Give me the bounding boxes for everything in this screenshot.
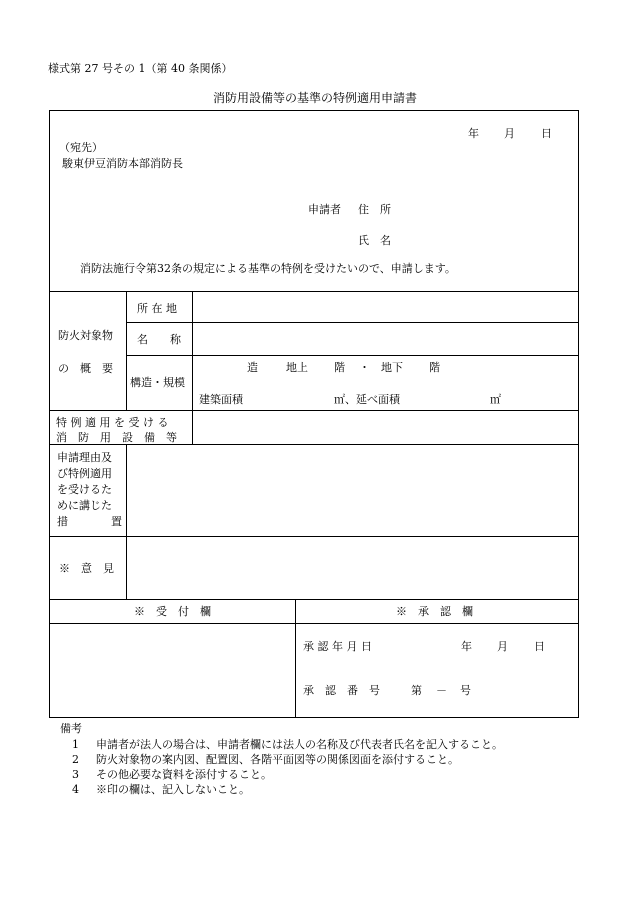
structure-floors-above: 階 xyxy=(334,361,345,374)
approval-header: ※ 承 認 欄 xyxy=(396,605,473,618)
structure-above-ground: 地上 xyxy=(286,361,308,374)
reason-label-4: めに講じた xyxy=(57,499,112,512)
approval-number-go: 号 xyxy=(460,684,471,697)
approval-day: 日 xyxy=(534,640,545,653)
remark-num-2: 2 xyxy=(72,753,79,766)
location-label: 所 在 地 xyxy=(137,302,177,315)
form-title: 消防用設備等の基準の特例適用申請書 xyxy=(212,91,417,105)
reason-label-5b: 置 xyxy=(111,515,122,528)
approval-number-label: 承 認 番 号 xyxy=(303,684,380,697)
remark-num-3: 3 xyxy=(72,768,79,781)
date-month: 月 xyxy=(504,127,515,140)
approval-number-dai: 第 xyxy=(411,684,422,697)
approval-number-dash: － xyxy=(436,684,447,697)
reason-label-5a: 措 xyxy=(57,515,68,528)
fire-object-overview-label: の 概 要 xyxy=(58,362,113,375)
approval-year: 年 xyxy=(461,640,472,653)
structure-below-ground: 地下 xyxy=(381,361,403,374)
applicant-address-label: 住 所 xyxy=(358,203,391,216)
remark-text-4: ※印の欄は、記入しないこと。 xyxy=(96,783,250,796)
remark-text-1: 申請者が法人の場合は、申請者欄には法人の名称及び代表者氏名を記入すること。 xyxy=(96,738,503,751)
reason-label-3: を受けるた xyxy=(57,483,112,496)
special-equipment-label-2: 消 防 用 設 備 等 xyxy=(56,431,177,444)
remark-text-2: 防火対象物の案内図、配置図、各階平面図等の関係図面を添付すること。 xyxy=(96,753,459,766)
applicant-label: 申請者 xyxy=(308,203,341,216)
reception-header: ※ 受 付 欄 xyxy=(134,605,211,618)
applicant-name-label: 氏 名 xyxy=(358,234,391,247)
application-form-table xyxy=(49,110,579,718)
structure-zou: 造 xyxy=(247,361,258,374)
addressee-label: （宛先） xyxy=(59,141,103,154)
structure-floors-below: 階 xyxy=(429,361,440,374)
name-label: 名 称 xyxy=(137,333,181,346)
reason-label-1: 申請理由及 xyxy=(57,451,112,464)
opinion-label: ※ 意 見 xyxy=(59,562,114,575)
special-equipment-label-1: 特 例 適 用 を 受 け る xyxy=(56,416,169,429)
date-year: 年 xyxy=(468,127,479,140)
reason-label-2: び特例適用 xyxy=(57,467,112,480)
structure-separator: ・ xyxy=(359,361,370,374)
form-number: 様式第 27 号その 1（第 40 条関係） xyxy=(48,62,233,75)
remarks-title: 備考 xyxy=(60,722,82,735)
remark-num-1: 1 xyxy=(72,738,79,751)
fire-object-label: 防火対象物 xyxy=(58,329,113,342)
approval-date-label: 承 認 年 月 日 xyxy=(303,640,372,653)
application-statement: 消防法施行令第32条の規定による基準の特例を受けたいので、申請します。 xyxy=(80,262,456,275)
structure-scale-label: 構造・規模 xyxy=(130,376,185,389)
area-unit: ㎡ xyxy=(490,393,501,406)
date-day: 日 xyxy=(541,127,552,140)
approval-month: 月 xyxy=(497,640,508,653)
addressee: 駿東伊豆消防本部消防長 xyxy=(62,157,183,170)
building-area-label: 建築面積 xyxy=(199,393,243,406)
total-floor-area-label: ㎡、延べ面積 xyxy=(334,393,400,406)
remark-text-3: その他必要な資料を添付すること。 xyxy=(96,768,272,781)
remark-num-4: 4 xyxy=(72,783,79,796)
